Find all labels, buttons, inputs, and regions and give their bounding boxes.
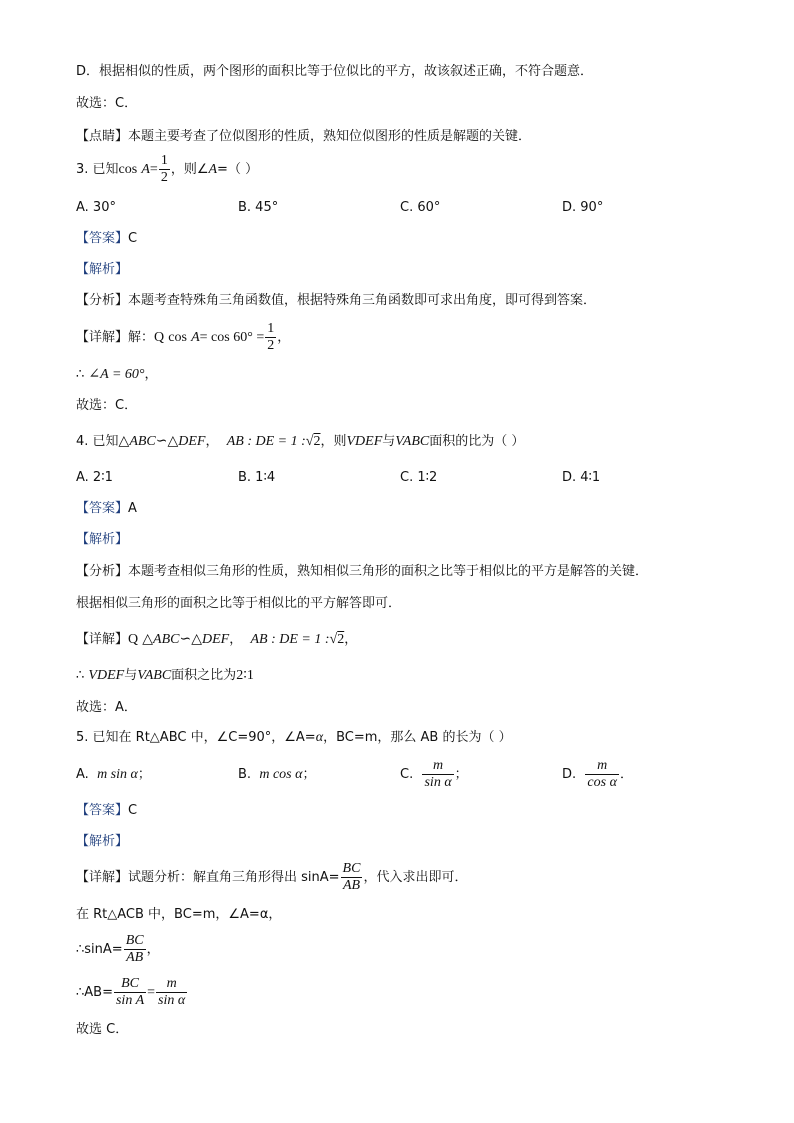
text-line: 在 Rt△ACB 中，BC=m，∠A=α， xyxy=(76,907,282,922)
option-c: C. 60° xyxy=(400,200,441,215)
detail-line: 【详解】Q △ABC∽△DEF， AB : DE = 1 :√2， xyxy=(76,632,358,647)
option-b: B. m cos α； xyxy=(238,767,316,782)
therefore-line: ∴ ∠A = 60°， xyxy=(76,367,158,382)
fraction: $\frac{BC}{AB}$ xyxy=(342,861,361,893)
fraction: $\frac{1}{2}$ xyxy=(160,153,168,185)
option-d: D. 90° xyxy=(562,200,604,215)
question-5-stem: 5. 已知在 Rt△ABC 中，∠C=90°，∠A=α，BC=m，那么 AB 的长为（ ） xyxy=(76,730,512,745)
fraction: $\frac{1}{2}$ xyxy=(267,321,275,353)
text-line: 故选 C． xyxy=(76,1022,129,1037)
fraction: $\frac{m}{\text{cos α}}$ xyxy=(587,758,617,790)
fraction: $\frac{BC}{AB}$ xyxy=(125,933,144,965)
fraction: $\frac{BC}{\text{sin A}}$ xyxy=(115,976,145,1008)
question-4-stem: 4. 已知△ABC∽△DEF， AB : DE = 1 :√2，则VDEF与VABC面积的比为（ ） xyxy=(76,434,525,449)
analysis-line: 【分析】本题考查特殊角三角函数值，根据特殊角三角函数即可求出角度，即可得到答案． xyxy=(76,293,597,308)
question-3-stem: 3. 已知cos A= $\frac{1}{2}$ ，则∠A=（ ） xyxy=(76,153,259,185)
answer-line: 【答案】C xyxy=(76,803,138,818)
option-b: B. 45° xyxy=(238,200,279,215)
text-line: ∴sinA= $\frac{BC}{AB}$ ， xyxy=(76,933,160,965)
option-c: C. 1∶2 xyxy=(400,470,438,485)
analysis-line: 【分析】本题考查相似三角形的性质，熟知相似三角形的面积之比等于相似比的平方是解答的关键． xyxy=(76,564,649,579)
text-line: 【点睛】本题主要考查了位似图形的性质，熟知位似图形的性质是解题的关键． xyxy=(76,129,532,144)
option-c: C. $\frac{m}{\text{sin α}}$ ； xyxy=(400,758,468,790)
jiexi-label: 【解析】 xyxy=(76,834,129,849)
jiexi-label: 【解析】 xyxy=(76,532,129,547)
option-b: B. 1∶4 xyxy=(238,470,276,485)
text-line: D．根据相似的性质，两个图形的面积比等于位似比的平方，故该叙述正确，不符合题意． xyxy=(76,64,594,79)
therefore-line: ∴ VDEF与VABC面积之比为2∶1 xyxy=(76,668,254,683)
text-line: 故选：A． xyxy=(76,700,137,715)
analysis-line: 根据相似三角形的面积之比等于相似比的平方解答即可． xyxy=(76,596,402,611)
jiexi-label: 【解析】 xyxy=(76,262,129,277)
answer-line: 【答案】A xyxy=(76,501,137,516)
fraction: $\frac{m}{\text{sin α}}$ xyxy=(158,976,186,1008)
option-d: D. $\frac{m}{\text{cos α}}$ ． xyxy=(562,758,633,790)
option-a: A. 30° xyxy=(76,200,116,215)
option-d: D. 4∶1 xyxy=(562,470,601,485)
fraction: $\frac{m}{\text{sin α}}$ xyxy=(424,758,452,790)
detail-line: 【详解】解：Q cos A= cos 60° = $\frac{1}{2}$ ， xyxy=(76,321,291,353)
text-line: 故选：C． xyxy=(76,96,138,111)
option-a: A. m sin α； xyxy=(76,767,151,782)
option-a: A. 2∶1 xyxy=(76,470,113,485)
answer-line: 【答案】C xyxy=(76,231,138,246)
detail-line: 【详解】试题分析：解直角三角形得出 sinA= $\frac{BC}{AB}$ ，代入求出即可． xyxy=(76,861,468,893)
text-line: ∴AB= $\frac{BC}{\text{sin A}}$ = $\frac{m}{\text{sin α}}$ xyxy=(76,976,186,1008)
text-line: 故选：C． xyxy=(76,398,138,413)
